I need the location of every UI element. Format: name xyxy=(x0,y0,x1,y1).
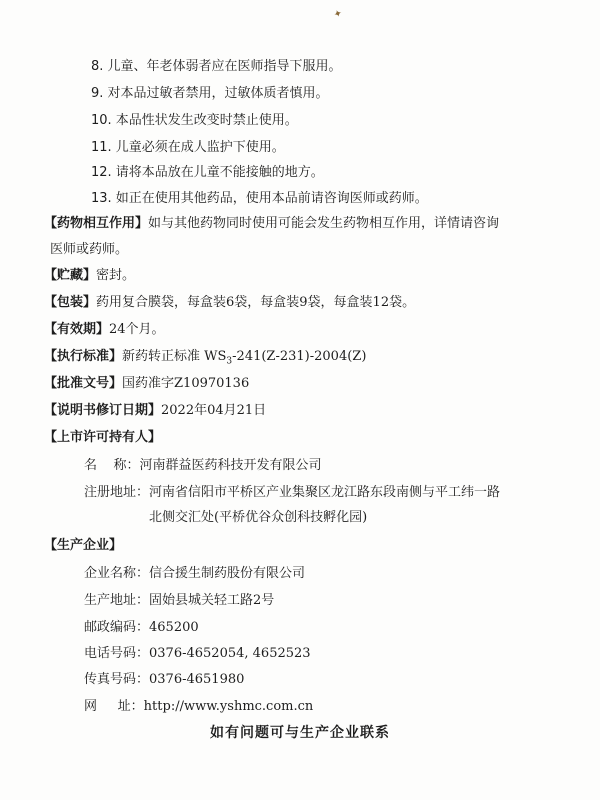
mfr-name-label: 企业名称： xyxy=(84,566,150,581)
mfr-addr: 固始县城关轻工路2号 xyxy=(149,593,275,608)
mfr-zip-row xyxy=(84,620,199,636)
storage-section xyxy=(44,268,135,284)
holder-addr-row xyxy=(84,485,500,501)
mfr-web: http://www.yshmc.com.cn xyxy=(143,699,314,714)
stray-mark-icon: ✦ xyxy=(332,7,345,22)
warning-11: 11. 儿童必须在成人监护下使用。 xyxy=(91,140,285,155)
mfr-web-label: 网 址： xyxy=(84,699,144,714)
storage-label: 【贮藏】 xyxy=(44,268,97,283)
mfr-addr-row xyxy=(84,593,274,609)
mfr-fax-row xyxy=(84,672,244,688)
holder-addr-2: 北侧交汇处(平桥优谷众创科技孵化园) xyxy=(149,510,368,525)
interaction-text-2: 医师或药师。 xyxy=(50,242,129,257)
mfr-zip: 465200 xyxy=(149,620,199,635)
mfr-fax: 0376-4651980 xyxy=(149,672,245,687)
revision-text: 2022年04月21日 xyxy=(161,403,267,418)
standard-prefix: 新药转正标准 WS xyxy=(122,349,227,364)
holder-addr-label: 注册地址： xyxy=(84,485,150,500)
mfr-phone-label: 电话号码： xyxy=(84,646,150,661)
interaction-label: 【药物相互作用】 xyxy=(44,216,149,231)
holder-label: 【上市许可持有人】 xyxy=(44,430,162,445)
holder-name-label: 名 称： xyxy=(84,458,140,473)
holder-name-row xyxy=(84,458,322,474)
warning-12: 12. 请将本品放在儿童不能接触的地方。 xyxy=(91,165,324,180)
mfr-name: 信合援生制药股份有限公司 xyxy=(149,566,306,581)
approval-text: 国药准字Z10970136 xyxy=(122,376,250,391)
mfr-addr-label: 生产地址： xyxy=(84,593,150,608)
revision-section xyxy=(44,403,266,419)
holder-addr-1: 河南省信阳市平桥区产业集聚区龙江路东段南侧与平工纬一路 xyxy=(149,485,501,500)
mfr-zip-label: 邮政编码： xyxy=(84,620,150,635)
mfr-name-row xyxy=(84,566,305,582)
validity-text: 24个月。 xyxy=(109,322,165,337)
warning-8: 8. 儿童、年老体弱者应在医师指导下服用。 xyxy=(91,59,342,74)
interaction-text-1: 如与其他药物同时使用可能会发生药物相互作用，详情请咨询 xyxy=(148,216,500,231)
validity-section xyxy=(44,322,165,338)
standard-sub: 3 xyxy=(226,356,233,367)
mfr-phone-row xyxy=(84,646,311,662)
package-text: 药用复合膜袋，每盒装6袋，每盒装9袋，每盒装12袋。 xyxy=(96,295,416,310)
warning-13: 13. 如正在使用其他药品，使用本品前请咨询医师或药师。 xyxy=(91,191,428,206)
approval-section xyxy=(44,376,249,392)
manufacturer-label: 【生产企业】 xyxy=(44,538,123,553)
validity-label: 【有效期】 xyxy=(44,322,110,337)
package-label: 【包装】 xyxy=(44,295,97,310)
storage-text: 密封。 xyxy=(96,268,136,283)
holder-name: 河南群益医药科技开发有限公司 xyxy=(139,458,322,473)
mfr-fax-label: 传真号码： xyxy=(84,672,150,687)
warning-9: 9. 对本品过敏者禁用，过敏体质者慎用。 xyxy=(91,86,329,101)
contact-footer: 如有问题可与生产企业联系 xyxy=(210,725,390,741)
standard-label: 【执行标准】 xyxy=(44,349,123,364)
approval-label: 【批准文号】 xyxy=(44,376,123,391)
mfr-web-row xyxy=(84,699,313,715)
package-section xyxy=(44,295,415,311)
interaction-section xyxy=(44,216,499,232)
warning-10: 10. 本品性状发生改变时禁止使用。 xyxy=(91,113,298,128)
standard-suffix: -241(Z-231)-2004(Z) xyxy=(232,349,367,364)
mfr-phone: 0376-4652054, 4652523 xyxy=(149,646,311,661)
revision-label: 【说明书修订日期】 xyxy=(44,403,162,418)
standard-section xyxy=(44,349,366,370)
